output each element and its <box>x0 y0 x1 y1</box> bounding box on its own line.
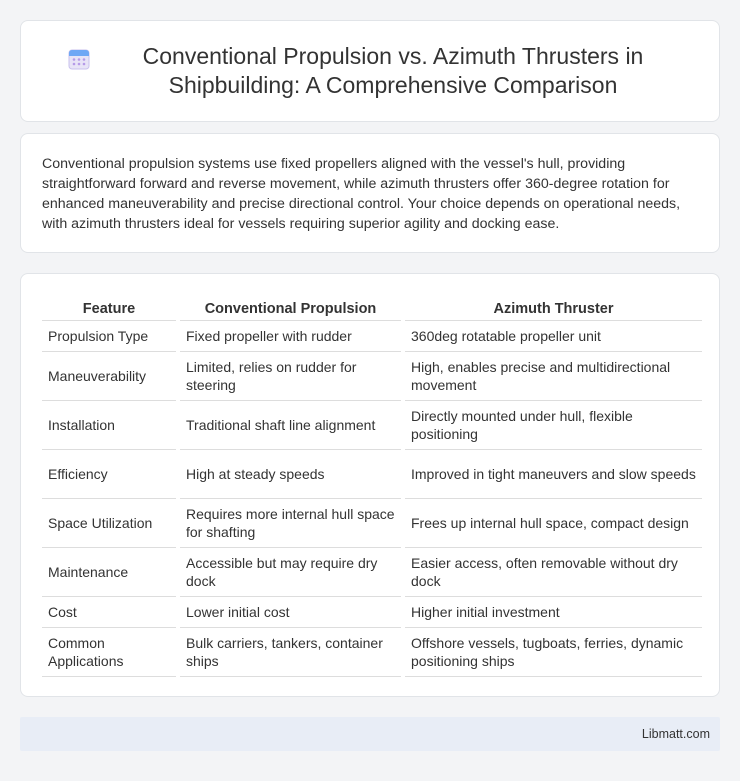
feature-cell: Cost <box>42 597 176 628</box>
feature-cell: Installation <box>42 401 176 450</box>
feature-cell: Maneuverability <box>42 352 176 401</box>
azimuth-cell: Offshore vessels, tugboats, ferries, dynamic positioning ships <box>405 628 702 677</box>
intro-card <box>20 133 720 253</box>
footer-site-link[interactable]: Libmatt.com <box>641 727 710 741</box>
header-conventional: Conventional Propulsion <box>180 292 401 321</box>
table-header-row <box>42 292 702 321</box>
table-row <box>42 628 702 677</box>
conventional-cell: Bulk carriers, tankers, container ships <box>180 628 401 677</box>
conventional-cell: Fixed propeller with rudder <box>180 321 401 352</box>
conventional-cell: Requires more internal hull space for shafting <box>180 499 401 548</box>
conventional-cell: Accessible but may require dry dock <box>180 548 401 597</box>
feature-cell: Propulsion Type <box>42 321 176 352</box>
table-row <box>42 450 702 499</box>
page-title: Conventional Propulsion vs. Azimuth Thrusters in Shipbuilding: A Comprehensive Comparison <box>142 43 644 98</box>
table-row <box>42 499 702 548</box>
table-card <box>20 273 720 697</box>
table-row <box>42 597 702 628</box>
conventional-cell: Traditional shaft line alignment <box>180 401 401 450</box>
comparison-table <box>38 292 706 677</box>
azimuth-cell: 360deg rotatable propeller unit <box>405 321 702 352</box>
footer <box>20 717 720 751</box>
table-row <box>42 321 702 352</box>
header-azimuth: Azimuth Thruster <box>405 292 702 321</box>
azimuth-cell: Easier access, often removable without dry dock <box>405 548 702 597</box>
feature-cell: Common Applications <box>42 628 176 677</box>
title-wrap <box>67 42 673 100</box>
table-row <box>42 548 702 597</box>
azimuth-cell: Frees up internal hull space, compact design <box>405 499 702 548</box>
conventional-cell: High at steady speeds <box>180 450 401 499</box>
feature-cell: Efficiency <box>42 450 176 499</box>
calendar-icon <box>67 47 91 71</box>
intro-paragraph: Conventional propulsion systems use fixed propellers aligned with the vessel's hull, providing straightforward forward and reverse movement, while azimuth thrusters offer 360-degree rotation for enhanced maneuverability and precise directional control. Your choice depends on operational needs, with azimuth thrusters ideal for vessels requiring superior agility and docking ease. <box>42 156 681 232</box>
table-row <box>42 352 702 401</box>
feature-cell: Maintenance <box>42 548 176 597</box>
header-feature: Feature <box>42 292 176 321</box>
table-row <box>42 401 702 450</box>
conventional-cell: Lower initial cost <box>180 597 401 628</box>
azimuth-cell: Higher initial investment <box>405 597 702 628</box>
title-card <box>20 20 720 122</box>
azimuth-cell: Directly mounted under hull, flexible positioning <box>405 401 702 450</box>
feature-cell: Space Utilization <box>42 499 176 548</box>
azimuth-cell: High, enables precise and multidirectional movement <box>405 352 702 401</box>
azimuth-cell: Improved in tight maneuvers and slow speeds <box>405 450 702 499</box>
conventional-cell: Limited, relies on rudder for steering <box>180 352 401 401</box>
